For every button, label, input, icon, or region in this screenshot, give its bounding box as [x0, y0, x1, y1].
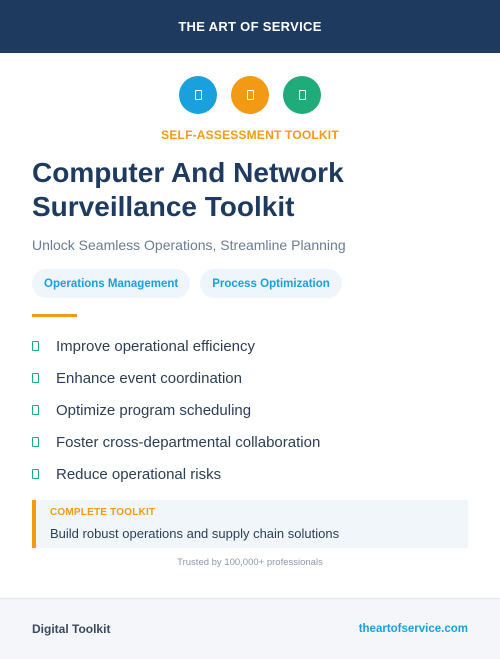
- tag-process-optimization[interactable]: Process Optimization: [200, 269, 342, 298]
- trusted-note: Trusted by 100,000+ professionals: [177, 557, 323, 568]
- callout-text: Build robust operations and supply chain solutions: [50, 526, 340, 541]
- callout-accent-bar: [32, 500, 36, 548]
- feature-list: [32, 330, 472, 490]
- header-bar: [0, 0, 500, 53]
- check-icon: [32, 469, 39, 479]
- brand-title: THE ART OF SERVICE: [178, 19, 322, 34]
- footer-bar: [0, 598, 500, 659]
- tag-operations-management[interactable]: Operations Management: [32, 269, 190, 298]
- list-item: [32, 458, 472, 490]
- callout-label: COMPLETE TOOLKIT: [50, 507, 156, 518]
- tag-list: [32, 269, 342, 298]
- list-item: [32, 426, 472, 458]
- footer-label: Digital Toolkit: [32, 622, 111, 636]
- feature-text: Enhance event coordination: [56, 369, 242, 387]
- clipboard-icon: [231, 76, 269, 114]
- callout-box: [32, 500, 468, 548]
- check-icon: [32, 341, 39, 351]
- accent-divider: [32, 314, 77, 317]
- feature-text: Optimize program scheduling: [56, 401, 252, 419]
- feature-text: Reduce operational risks: [56, 465, 222, 483]
- page-title: Computer And Network Surveillance Toolkit: [32, 157, 344, 222]
- check-icon: [32, 405, 39, 415]
- file-icon: [283, 76, 321, 114]
- eyebrow-label: SELF-ASSESSMENT TOOLKIT: [161, 128, 339, 142]
- feature-text: Improve operational efficiency: [56, 337, 255, 355]
- check-icon: [32, 437, 39, 447]
- icon-row: [0, 76, 500, 114]
- page-subtitle: Unlock Seamless Operations, Streamline Planning: [32, 237, 346, 253]
- document-icon: [179, 76, 217, 114]
- feature-text: Foster cross-departmental collaboration: [56, 433, 321, 451]
- list-item: [32, 330, 472, 362]
- website-link[interactable]: theartofservice.com: [358, 623, 468, 635]
- check-icon: [32, 373, 39, 383]
- list-item: [32, 394, 472, 426]
- list-item: [32, 362, 472, 394]
